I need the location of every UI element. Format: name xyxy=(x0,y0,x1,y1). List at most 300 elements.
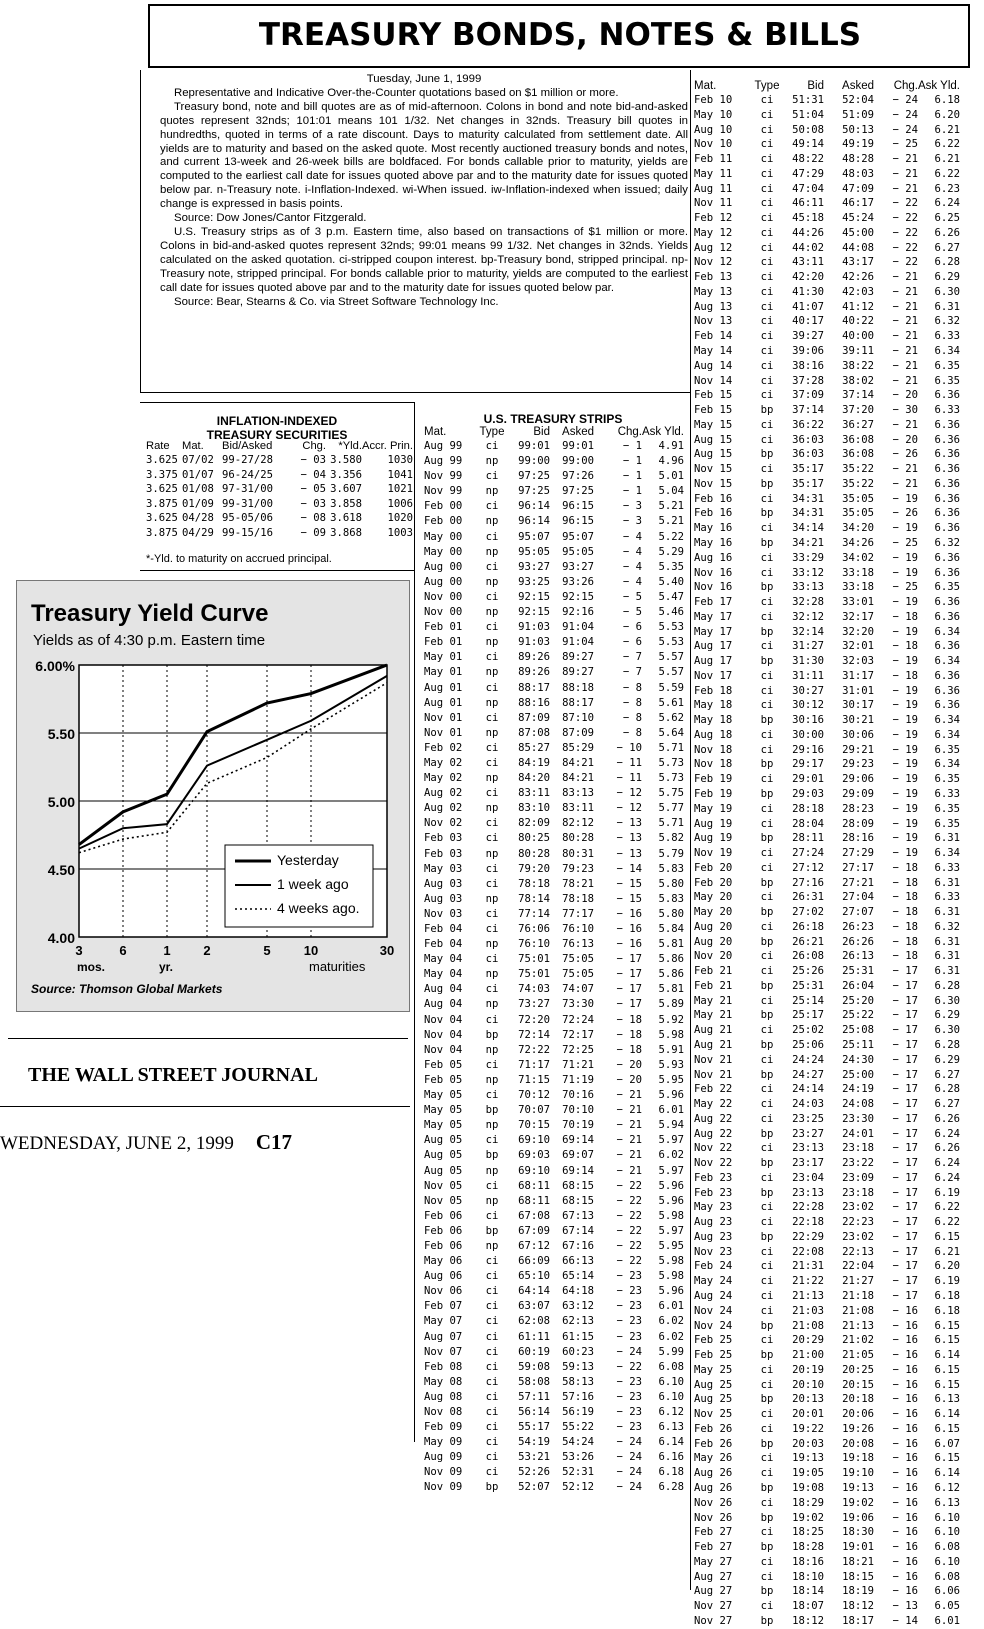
inflation-cell: 01/09 xyxy=(182,497,214,510)
strips-cell: 56:14 xyxy=(518,1406,550,1418)
strips-cell: 5.86 xyxy=(658,953,684,966)
right-cell: Aug 15 xyxy=(694,433,733,446)
right-cell: Nov 17 xyxy=(694,669,733,682)
right-row xyxy=(694,1200,960,1215)
right-cell: 18:17 xyxy=(842,1614,874,1627)
right-cell: ci xyxy=(760,123,774,136)
right-cell: ci xyxy=(760,1245,774,1258)
strips-cell: np xyxy=(485,666,499,679)
right-cell: 6.34 xyxy=(934,625,960,638)
right-cell: 6.33 xyxy=(934,330,960,343)
right-cell: 31:27 xyxy=(792,640,824,653)
right-cell: Feb 14 xyxy=(694,330,733,343)
right-cell: May 20 xyxy=(694,891,733,904)
strips-cell: − 22 xyxy=(616,1179,642,1192)
right-cell: Aug 21 xyxy=(694,1024,733,1037)
strips-header: Bid xyxy=(533,426,550,438)
right-cell: 6.15 xyxy=(934,1378,960,1391)
strips-cell: 84:21 xyxy=(562,756,594,769)
strips-row xyxy=(424,801,684,816)
right-cell: 6.36 xyxy=(934,551,960,564)
strips-cell: 6.28 xyxy=(658,1481,684,1494)
strips-cell: − 6 xyxy=(622,621,642,634)
strips-cell: 5.98 xyxy=(658,1028,684,1041)
right-cell: 23:22 xyxy=(842,1157,874,1170)
strips-row xyxy=(424,605,684,620)
right-cell: 33:29 xyxy=(792,551,824,564)
right-row xyxy=(694,374,960,389)
right-cell: 6.19 xyxy=(934,1275,960,1288)
strips-cell: 93:26 xyxy=(562,575,594,588)
strips-row xyxy=(424,1209,684,1224)
right-cell: 6.31 xyxy=(934,876,960,889)
right-cell: 45:24 xyxy=(842,212,874,225)
right-cell: May 10 xyxy=(694,108,733,121)
strips-cell: − 21 xyxy=(616,1149,642,1162)
right-cell: − 19 xyxy=(892,787,918,800)
right-cell: ci xyxy=(760,920,774,933)
right-cell: 6.15 xyxy=(934,1319,960,1332)
right-cell: 42:03 xyxy=(842,285,874,298)
right-cell: 34:20 xyxy=(842,522,874,535)
right-cell: 25:14 xyxy=(792,994,824,1007)
right-cell: 36:03 xyxy=(792,433,824,446)
strips-cell: May 09 xyxy=(424,1436,463,1449)
right-cell: 39:06 xyxy=(792,345,824,358)
right-cell: − 22 xyxy=(892,226,918,239)
right-cell: 25:31 xyxy=(842,965,874,978)
strips-row xyxy=(424,1028,684,1043)
right-cell: 6.22 xyxy=(934,138,960,151)
right-cell: 23:13 xyxy=(792,1142,824,1155)
inflation-row xyxy=(146,453,413,468)
right-cell: − 21 xyxy=(892,463,918,476)
strips-cell: 80:28 xyxy=(518,847,550,860)
right-cell: 24:14 xyxy=(792,1083,824,1096)
right-cell: − 16 xyxy=(892,1541,918,1554)
strips-cell: − 5 xyxy=(622,590,642,603)
right-cell: − 16 xyxy=(892,1496,918,1509)
right-cell: Nov 18 xyxy=(694,758,733,771)
strips-cell: Aug 99 xyxy=(424,455,463,468)
right-cell: Aug 15 xyxy=(694,448,733,461)
right-cell: − 19 xyxy=(892,655,918,668)
strips-row xyxy=(424,937,684,952)
strips-cell: 67:13 xyxy=(562,1209,594,1222)
right-cell: 6.31 xyxy=(934,950,960,963)
right-cell: May 16 xyxy=(694,522,733,535)
strips-cell: − 22 xyxy=(616,1255,642,1268)
right-cell: 6.36 xyxy=(934,566,960,579)
right-cell: 6.30 xyxy=(934,1024,960,1037)
strips-cell: np xyxy=(485,847,499,860)
right-cell: 26:04 xyxy=(842,979,874,992)
right-cell: − 21 xyxy=(892,271,918,284)
strips-cell: ci xyxy=(485,862,499,875)
right-cell: − 16 xyxy=(892,1585,918,1598)
strips-cell: 92:16 xyxy=(562,606,594,619)
right-cell: Feb 16 xyxy=(694,492,733,505)
right-cell: − 16 xyxy=(892,1349,918,1362)
right-cell: − 17 xyxy=(892,965,918,978)
strips-cell: 5.96 xyxy=(658,1089,684,1102)
strips-cell: − 16 xyxy=(616,907,642,920)
right-cell: May 13 xyxy=(694,285,733,298)
strips-cell: 5.46 xyxy=(658,606,684,619)
right-cell: − 19 xyxy=(892,817,918,830)
strips-cell: Aug 08 xyxy=(424,1390,463,1403)
strips-cell: Aug 03 xyxy=(424,892,463,905)
right-cell: − 17 xyxy=(892,1290,918,1303)
right-cell: 6.36 xyxy=(934,684,960,697)
right-row xyxy=(694,1053,960,1068)
x-tick-label: 1 xyxy=(163,943,171,958)
right-cell: 33:13 xyxy=(792,581,824,594)
strips-row xyxy=(424,1360,684,1375)
right-cell: bp xyxy=(760,477,774,490)
right-row xyxy=(694,1304,960,1319)
right-cell: 25:26 xyxy=(792,965,824,978)
strips-cell: Feb 00 xyxy=(424,515,463,528)
strips-row xyxy=(424,726,684,741)
right-cell: ci xyxy=(760,965,774,978)
right-cell: ci xyxy=(760,1024,774,1037)
inflation-cell: − 08 xyxy=(300,512,326,525)
right-cell: ci xyxy=(760,330,774,343)
inflation-top-rule xyxy=(140,402,414,403)
right-cell: 6.10 xyxy=(934,1526,960,1539)
strips-cell: May 01 xyxy=(424,651,463,664)
strips-cell: np xyxy=(485,545,499,558)
strips-cell: Nov 08 xyxy=(424,1406,463,1418)
strips-cell: 74:03 xyxy=(518,983,550,996)
right-cell: ci xyxy=(760,315,774,328)
strips-cell: − 23 xyxy=(616,1315,642,1328)
right-cell: 6.25 xyxy=(934,212,960,225)
strips-cell: 96:15 xyxy=(562,500,594,513)
right-row xyxy=(694,1540,960,1555)
right-cell: bp xyxy=(760,1039,774,1051)
right-cell: ci xyxy=(760,1171,774,1184)
strips-header: Mat. xyxy=(424,426,447,438)
strips-cell: 6.01 xyxy=(658,1300,684,1313)
strips-row xyxy=(424,786,684,801)
x-tick-label: 2 xyxy=(203,943,211,958)
strips-cell: 99:00 xyxy=(562,455,594,468)
strips-cell: 89:27 xyxy=(562,651,594,664)
right-cell: − 24 xyxy=(892,108,918,121)
strips-cell: 62:13 xyxy=(562,1315,594,1328)
right-cell: ci xyxy=(760,241,774,254)
strips-cell: Feb 01 xyxy=(424,621,463,634)
right-cell: − 19 xyxy=(892,847,918,860)
right-cell: − 17 xyxy=(892,1068,918,1081)
inflation-header: *Yld. xyxy=(338,440,362,452)
strips-cell: − 17 xyxy=(616,983,642,996)
strips-cell: 5.35 xyxy=(658,560,684,573)
right-cell: 6.01 xyxy=(934,1614,960,1627)
right-cell: ci xyxy=(760,256,774,269)
strips-cell: 5.98 xyxy=(658,1255,684,1268)
inflation-cell: 99-15/16 xyxy=(222,526,274,539)
strips-cell: 5.99 xyxy=(658,1345,684,1358)
right-cell: 20:25 xyxy=(842,1363,874,1376)
right-cell: May 24 xyxy=(694,1275,733,1288)
right-cell: − 18 xyxy=(892,950,918,963)
intro-bottom-rule xyxy=(140,392,690,393)
right-cell: 32:03 xyxy=(842,655,874,668)
strips-cell: 95:07 xyxy=(518,530,550,543)
strips-cell: − 22 xyxy=(616,1239,642,1252)
strips-cell: 6.10 xyxy=(658,1375,684,1388)
right-row xyxy=(694,300,960,315)
right-row xyxy=(694,876,960,891)
right-cell: Feb 23 xyxy=(694,1186,733,1199)
right-cell: 6.33 xyxy=(934,404,960,417)
right-cell: 27:07 xyxy=(842,906,874,919)
right-row xyxy=(694,1451,960,1466)
inflation-cell: 3.858 xyxy=(330,497,362,510)
right-cell: bp xyxy=(760,1230,774,1243)
right-cell: − 19 xyxy=(892,492,918,505)
strips-cell: 79:23 xyxy=(562,862,594,875)
strips-cell: ci xyxy=(485,1360,499,1373)
right-cell: 18:28 xyxy=(792,1541,824,1554)
strips-cell: 75:01 xyxy=(518,968,550,981)
strips-cell: ci xyxy=(485,1466,499,1479)
right-cell: 31:01 xyxy=(842,684,874,697)
right-cell: − 19 xyxy=(892,522,918,535)
strips-row xyxy=(424,665,684,680)
strips-cell: 87:08 xyxy=(518,726,550,739)
strips-cell: 5.89 xyxy=(658,998,684,1011)
strips-cell: 89:26 xyxy=(518,666,550,679)
right-cell: 24:19 xyxy=(842,1083,874,1096)
right-cell: 6.15 xyxy=(934,1230,960,1243)
strips-cell: Nov 02 xyxy=(424,817,463,830)
strips-cell: − 23 xyxy=(616,1285,642,1298)
right-cell: ci xyxy=(760,640,774,653)
right-cell: 27:29 xyxy=(842,847,874,860)
right-cell: 6.36 xyxy=(934,448,960,461)
right-cell: May 26 xyxy=(694,1452,733,1465)
right-cell: ci xyxy=(760,994,774,1007)
x-sublabel-yr: yr. xyxy=(159,960,174,974)
right-cell: − 19 xyxy=(892,566,918,579)
right-cell: 21:05 xyxy=(842,1349,874,1362)
right-cell: 6.29 xyxy=(934,271,960,284)
strips-cell: 87:10 xyxy=(562,711,594,724)
strips-cell: 5.80 xyxy=(658,877,684,890)
strips-cell: − 24 xyxy=(616,1466,642,1479)
strips-cell: 5.57 xyxy=(658,666,684,679)
right-header: Bid xyxy=(807,80,824,92)
right-row xyxy=(694,1348,960,1363)
strips-cell: − 18 xyxy=(616,1013,642,1026)
intro-paragraph: Treasury bond, note and bill quotes are as of mid-afternoon. Colons in bond and note bid-and-asked quotes represent 32nds; 101:01 means 101 1/32. Net changes in 32nds. Treasury bill quotes in hundredths, quoted in terms of a rate discount. Days to maturity calculated from settlement date. All yields are to maturity and based on the asked quote. Most recently auctioned treasury bonds and notes, and current 13-week and 26-week bills are boldfaced. For bonds callable prior to maturity, yields are computed to the earliest call date for issues quoted above par and to the maturity date for issues quoted below par. n-Treasury note. i-Inflation-Indexed. wi-When issued. iw-Inflation-indexed when issued; daily change is expressed in basis points. xyxy=(160,100,688,211)
strips-cell: bp xyxy=(485,1104,499,1117)
chart-subtitle: Yields as of 4:30 p.m. Eastern time xyxy=(33,632,266,649)
right-cell: 33:18 xyxy=(842,566,874,579)
strips-cell: Feb 07 xyxy=(424,1300,463,1313)
right-row xyxy=(694,861,960,876)
strips-cell: − 23 xyxy=(616,1270,642,1283)
strips-cell: Aug 02 xyxy=(424,802,463,815)
right-cell: Nov 16 xyxy=(694,566,733,579)
right-cell: bp xyxy=(760,507,774,520)
strips-table xyxy=(424,426,684,1496)
right-cell: 6.36 xyxy=(934,418,960,431)
inflation-cell: 97-31/00 xyxy=(222,483,274,496)
right-cell: ci xyxy=(760,699,774,712)
strips-cell: 87:09 xyxy=(562,726,594,739)
strips-cell: np xyxy=(485,1073,499,1086)
strips-cell: 74:07 xyxy=(562,983,594,996)
y-tick-label: 4.50 xyxy=(47,862,75,878)
right-cell: 6.27 xyxy=(934,1068,960,1081)
strips-row xyxy=(424,1330,684,1345)
right-cell: 48:28 xyxy=(842,153,874,166)
strips-cell: 76:06 xyxy=(518,923,550,935)
inflation-cell: 1021 xyxy=(387,483,413,496)
strips-header: Ask Yld. xyxy=(642,426,684,438)
right-cell: ci xyxy=(760,551,774,564)
right-cell: − 21 xyxy=(892,330,918,343)
right-cell: 18:29 xyxy=(792,1496,824,1509)
right-cell: Aug 27 xyxy=(694,1570,733,1583)
strips-cell: − 1 xyxy=(622,485,642,498)
strips-cell: ci xyxy=(485,1209,499,1222)
strips-cell: 70:16 xyxy=(562,1089,594,1102)
strips-cell: May 04 xyxy=(424,953,463,966)
right-cell: − 16 xyxy=(892,1363,918,1376)
right-cell: ci xyxy=(760,374,774,387)
strips-cell: ci xyxy=(485,1315,499,1328)
right-cell: 52:04 xyxy=(842,94,874,106)
right-cell: 36:08 xyxy=(842,448,874,461)
strips-cell: bp xyxy=(485,1028,499,1041)
strips-cell: np xyxy=(485,1043,499,1056)
right-cell: 18:10 xyxy=(792,1570,824,1583)
inflation-row xyxy=(146,526,413,541)
strips-cell: 80:31 xyxy=(562,847,594,860)
inflation-cell: 3.625 xyxy=(146,454,178,466)
right-cell: 6.36 xyxy=(934,640,960,653)
strips-cell: May 02 xyxy=(424,756,463,769)
strips-row xyxy=(424,1480,684,1495)
right-cell: − 17 xyxy=(892,1009,918,1022)
strips-cell: 5.61 xyxy=(658,696,684,709)
right-cell: 6.33 xyxy=(934,861,960,874)
strips-row xyxy=(424,1420,684,1435)
right-row xyxy=(694,93,960,108)
right-cell: − 20 xyxy=(892,389,918,402)
strips-row xyxy=(424,816,684,831)
right-cell: − 19 xyxy=(892,596,918,609)
strips-row xyxy=(424,590,684,605)
right-cell: Nov 12 xyxy=(694,256,733,269)
right-row xyxy=(694,1112,960,1127)
strips-cell: 75:01 xyxy=(518,953,550,966)
right-cell: 50:08 xyxy=(792,123,824,136)
right-cell: 18:21 xyxy=(842,1555,874,1568)
right-row xyxy=(694,743,960,758)
right-cell: 29:03 xyxy=(792,787,824,800)
strips-cell: Aug 03 xyxy=(424,877,463,890)
strips-cell: − 20 xyxy=(616,1058,642,1071)
strips-row xyxy=(424,545,684,560)
right-row xyxy=(694,1555,960,1570)
right-cell: 6.31 xyxy=(934,906,960,919)
right-row xyxy=(694,1392,960,1407)
right-row xyxy=(694,757,960,772)
right-cell: Aug 26 xyxy=(694,1481,733,1494)
right-cell: − 17 xyxy=(892,1245,918,1258)
right-row xyxy=(694,684,960,699)
right-cell: Feb 20 xyxy=(694,861,733,874)
strips-row xyxy=(424,560,684,575)
right-cell: − 22 xyxy=(892,197,918,210)
strips-row xyxy=(424,1224,684,1239)
right-cell: 26:21 xyxy=(792,935,824,948)
right-cell: 6.35 xyxy=(934,374,960,387)
right-cell: 20:08 xyxy=(842,1437,874,1450)
strips-cell: 77:17 xyxy=(562,907,594,920)
right-cell: Nov 20 xyxy=(694,950,733,963)
strips-cell: − 13 xyxy=(616,847,642,860)
strips-cell: 84:20 xyxy=(518,772,550,785)
right-cell: 6.18 xyxy=(934,1290,960,1303)
strips-cell: − 24 xyxy=(616,1451,642,1464)
right-cell: 38:16 xyxy=(792,359,824,372)
right-cell: 6.28 xyxy=(934,1039,960,1051)
right-cell: Aug 19 xyxy=(694,817,733,830)
inflation-cell: 3.875 xyxy=(146,497,178,510)
inflation-note: *-Yld. to maturity on accrued principal. xyxy=(146,553,332,565)
right-cell: ci xyxy=(760,108,774,121)
right-cell: − 16 xyxy=(892,1467,918,1480)
strips-cell: − 24 xyxy=(616,1436,642,1449)
right-cell: Aug 18 xyxy=(694,728,733,741)
right-cell: 6.35 xyxy=(934,773,960,786)
right-cell: 25:17 xyxy=(792,1009,824,1022)
right-cell: 36:08 xyxy=(842,433,874,446)
right-cell: − 19 xyxy=(892,684,918,697)
right-cell: 47:04 xyxy=(792,182,824,195)
right-cell: − 17 xyxy=(892,1039,918,1051)
right-cell: − 26 xyxy=(892,507,918,520)
strips-cell: 5.86 xyxy=(658,968,684,981)
right-cell: − 18 xyxy=(892,891,918,904)
right-row xyxy=(694,1215,960,1230)
right-cell: − 25 xyxy=(892,138,918,151)
right-row xyxy=(694,108,960,123)
right-cell: 18:12 xyxy=(842,1600,874,1613)
strips-cell: Nov 99 xyxy=(424,470,463,483)
right-cell: 43:11 xyxy=(792,256,824,269)
right-cell: 26:23 xyxy=(842,920,874,933)
right-row xyxy=(694,831,960,846)
right-cell: 6.32 xyxy=(934,920,960,933)
right-cell: ci xyxy=(760,1260,774,1273)
right-cell: 6.06 xyxy=(934,1585,960,1598)
right-cell: Feb 27 xyxy=(694,1541,733,1554)
right-header: Asked xyxy=(842,80,874,92)
right-cell: Nov 15 xyxy=(694,477,733,490)
right-row xyxy=(694,566,960,581)
right-row xyxy=(694,167,960,182)
right-cell: ci xyxy=(760,847,774,860)
